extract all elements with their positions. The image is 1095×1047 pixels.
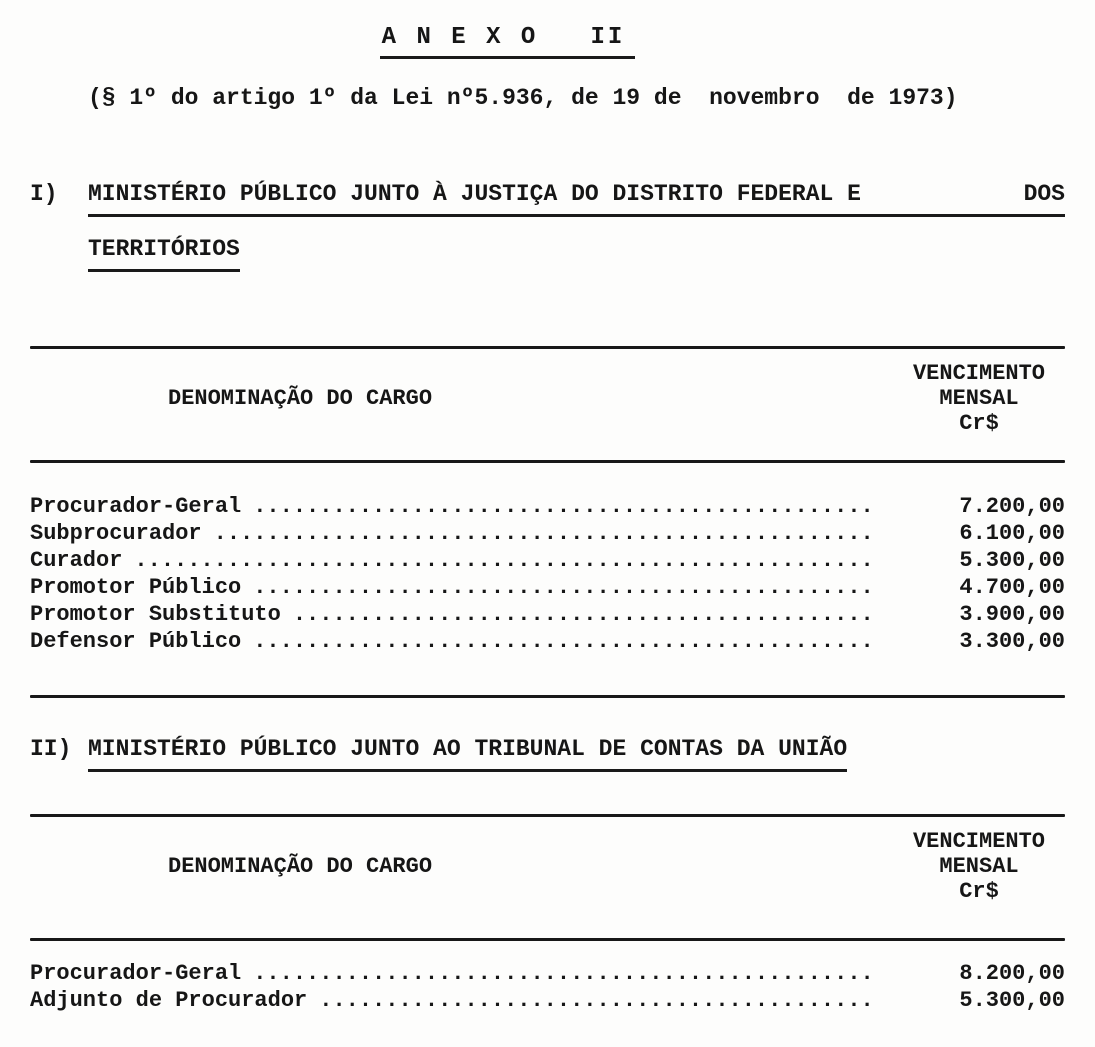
vencimento-value: 8.200,00 <box>959 961 1065 986</box>
dot-leader <box>214 520 875 547</box>
table-2-value-header <box>893 829 1065 904</box>
section-1-heading <box>30 181 1065 217</box>
section-1-numeral: I) <box>30 181 58 207</box>
table-row <box>30 987 1065 1014</box>
table-2-denomination-header: DENOMINAÇÃO DO CARGO <box>168 854 433 879</box>
vencimento-value: 4.700,00 <box>959 575 1065 600</box>
value-header-line2: MENSAL <box>939 386 1019 411</box>
document-subtitle: (§ 1º do artigo 1º da Lei nº5.936, de 19 de novembro de 1973) <box>88 85 958 111</box>
vencimento-value: 5.300,00 <box>959 548 1065 573</box>
cargo-label: Procurador-Geral <box>30 961 242 986</box>
table-2-header <box>30 817 1065 916</box>
section-2-heading <box>30 736 1065 772</box>
section-1-title-line1 <box>88 181 1065 217</box>
section-1-title-line2-row <box>88 236 1065 272</box>
value-header-line3: Cr$ <box>959 879 999 904</box>
value-header-line1: VENCIMENTO <box>912 829 1046 854</box>
title-row <box>30 24 1065 59</box>
table-row <box>30 628 1065 655</box>
dot-leader <box>134 547 875 574</box>
cargo-label: Curador <box>30 548 123 573</box>
cargo-label: Defensor Público <box>30 629 242 654</box>
table-row <box>30 493 1065 520</box>
section-2-title-line1: MINISTÉRIO PÚBLICO JUNTO AO TRIBUNAL DE CONTAS DA UNIÃO <box>88 736 847 772</box>
section-1-title-main: MINISTÉRIO PÚBLICO JUNTO À JUSTIÇA DO DISTRITO FEDERAL E <box>88 181 861 207</box>
section-1-title-tail: DOS <box>1023 181 1065 207</box>
table-2-body <box>30 941 1065 1047</box>
value-header-line2: MENSAL <box>939 854 1019 879</box>
table-row <box>30 547 1065 574</box>
dot-leader <box>253 574 875 601</box>
section-1-title-line2: TERRITÓRIOS <box>88 236 240 272</box>
table-row <box>30 601 1065 628</box>
vencimento-value: 7.200,00 <box>959 494 1065 519</box>
dot-leader <box>253 493 875 520</box>
value-header-line3: Cr$ <box>959 411 999 436</box>
table-1-body <box>30 463 1065 695</box>
vencimento-value: 3.300,00 <box>959 629 1065 654</box>
dot-leader <box>253 960 875 987</box>
cargo-label: Adjunto de Procurador <box>30 988 308 1013</box>
cargo-label: Promotor Público <box>30 575 242 600</box>
table-1-header <box>30 349 1065 448</box>
cargo-label: Promotor Substituto <box>30 602 281 627</box>
vencimento-value: 6.100,00 <box>959 521 1065 546</box>
dot-leader <box>253 628 875 655</box>
table-row <box>30 574 1065 601</box>
section-2-numeral: II) <box>30 736 72 762</box>
table-row <box>30 960 1065 987</box>
table-row <box>30 520 1065 547</box>
vencimento-value: 3.900,00 <box>959 602 1065 627</box>
table-1-bottom-rule <box>30 695 1065 698</box>
cargo-label: Procurador-Geral <box>30 494 242 519</box>
dot-leader <box>293 601 875 628</box>
vencimento-value: 5.300,00 <box>959 988 1065 1013</box>
dot-leader <box>319 987 875 1014</box>
value-header-line1: VENCIMENTO <box>912 361 1046 386</box>
table-1-denomination-header: DENOMINAÇÃO DO CARGO <box>168 386 433 411</box>
cargo-label: Subprocurador <box>30 521 202 546</box>
table-1-value-header <box>893 361 1065 436</box>
document-title: A N E X O II <box>380 24 636 59</box>
